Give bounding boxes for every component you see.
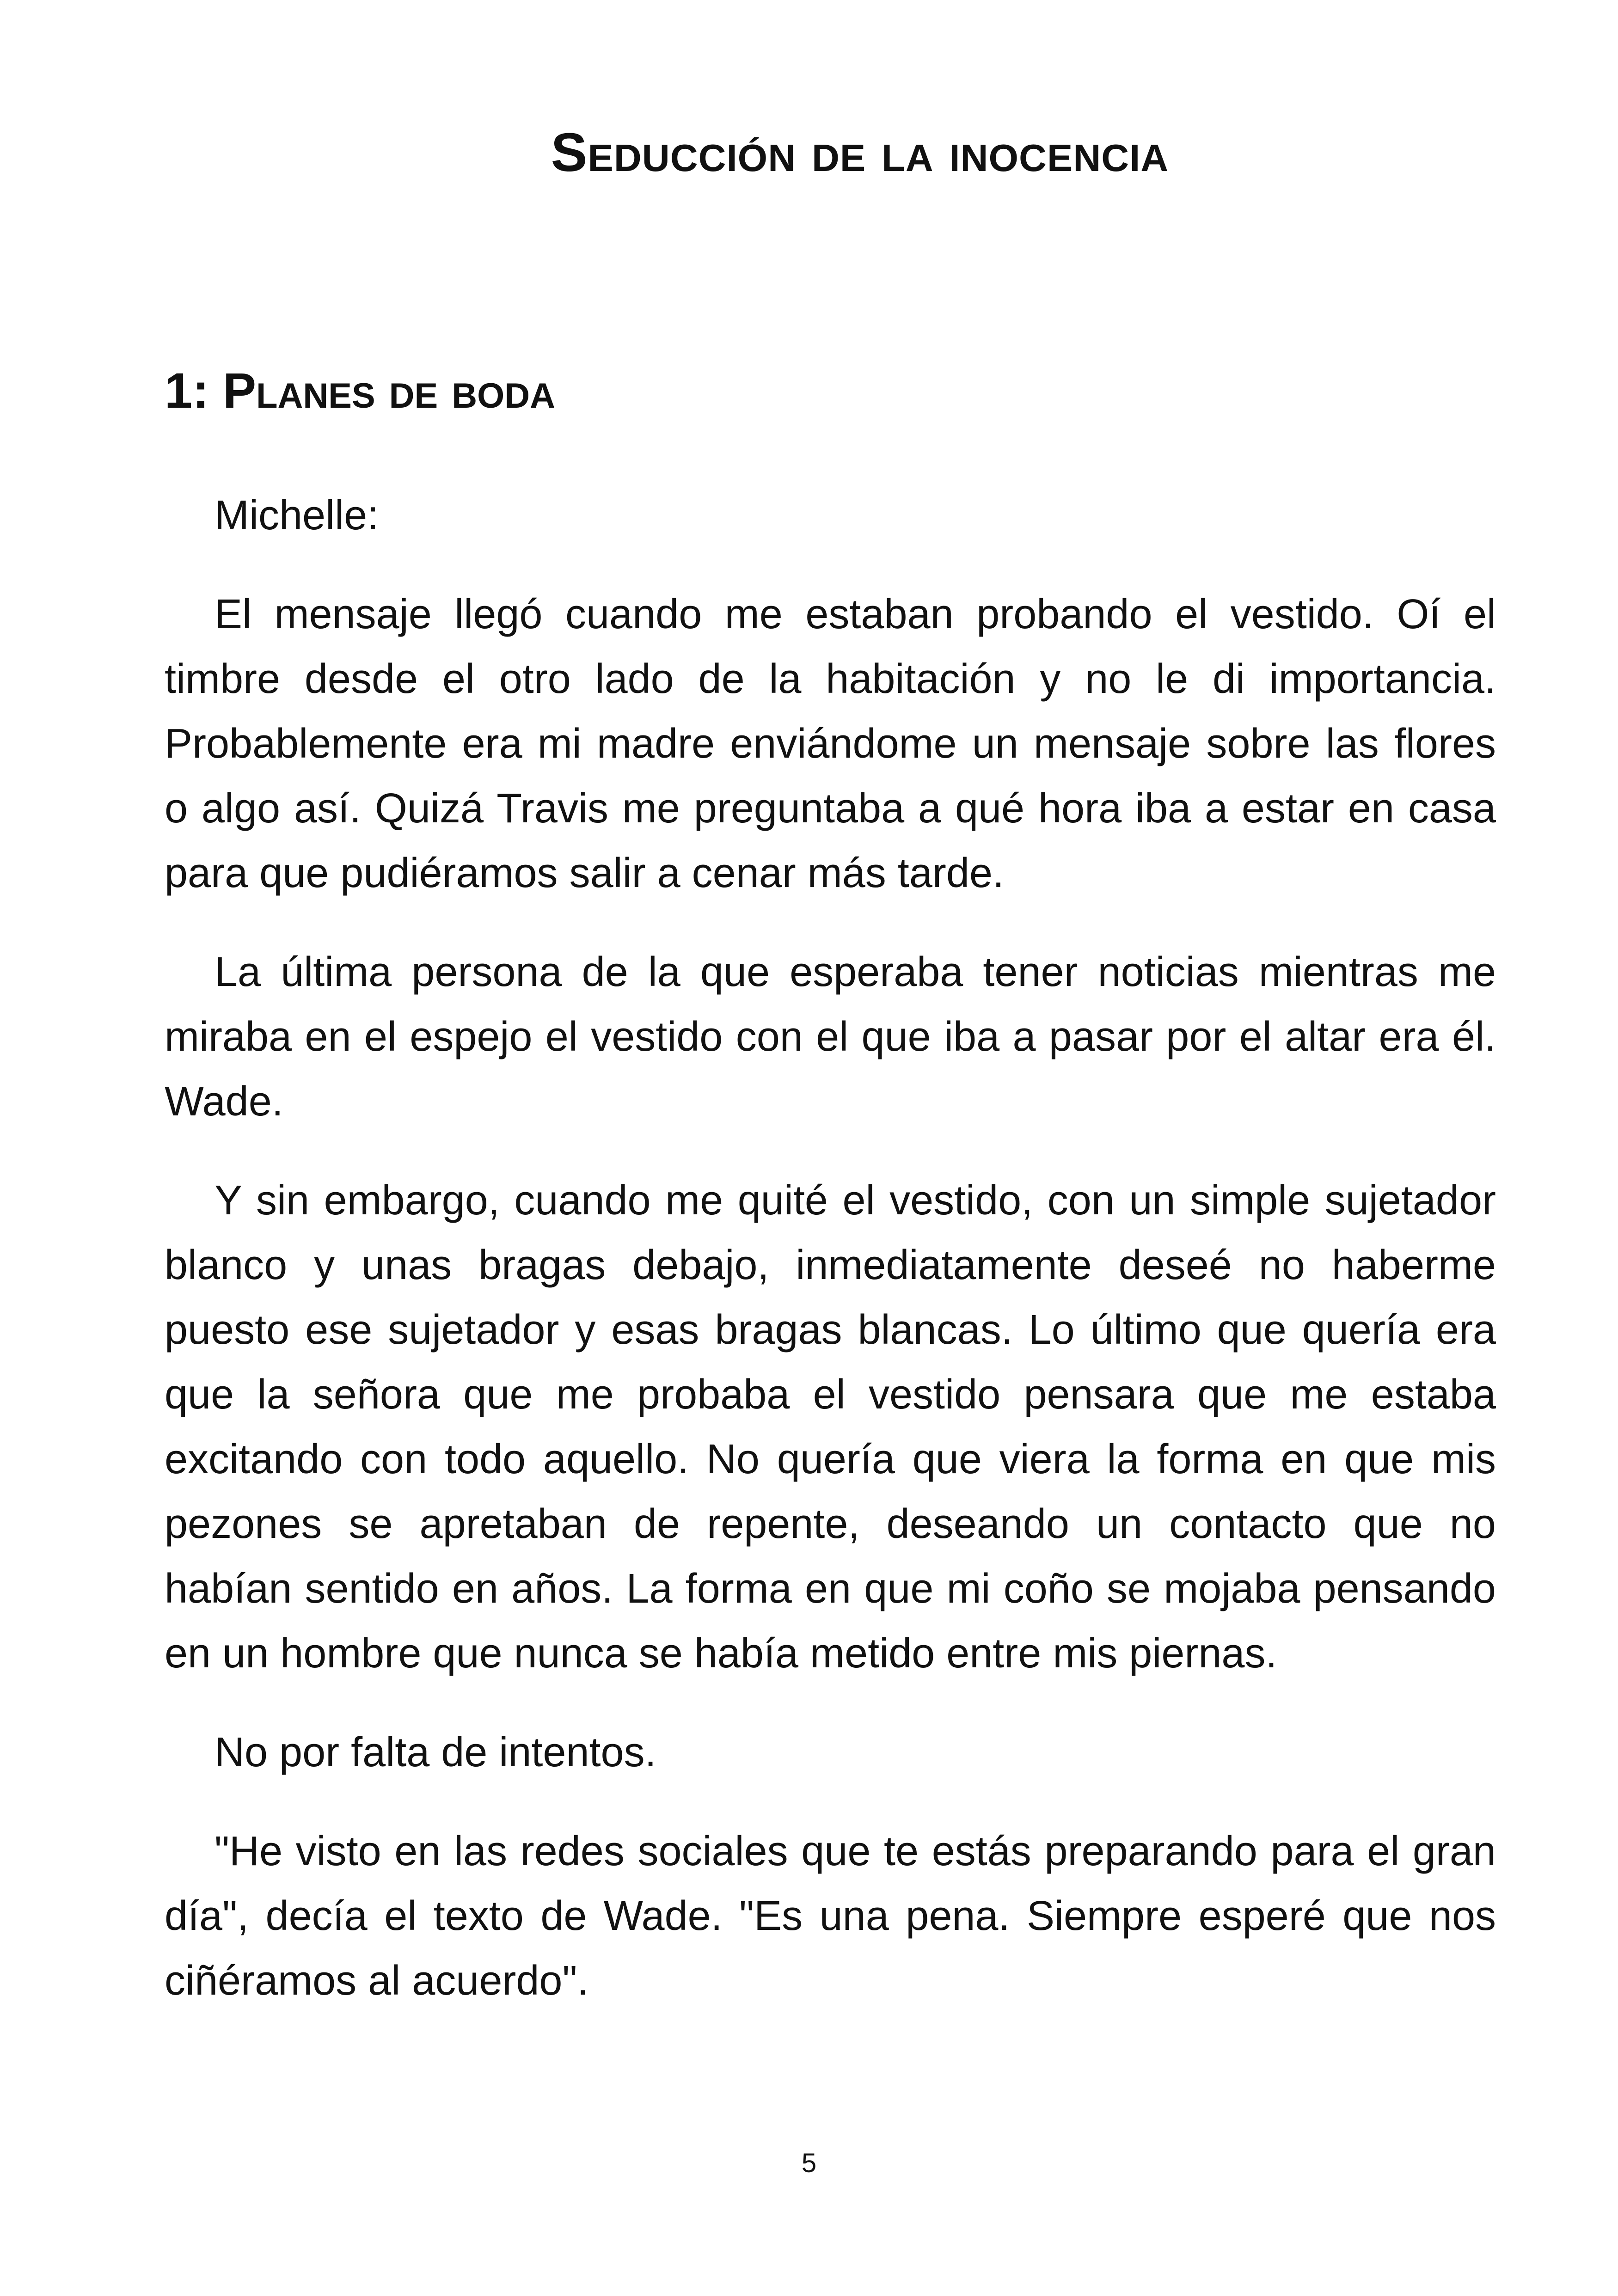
paragraph: "He visto en las redes sociales que te estás preparando para el gran día", decía el texto de Wade. "Es una pena. Siempre esperé que nos ciñéramos al acuerdo".: [165, 1828, 1496, 2004]
book-title: Seducción de la inocencia: [551, 122, 1169, 183]
paragraph: La última persona de la que esperaba tener noticias mientras me miraba en el espejo el vestido con el que iba a pasar por el altar era él. Wade.: [165, 949, 1496, 1125]
paragraph: Y sin embargo, cuando me quité el vestido, con un simple sujetador blanco y unas bragas debajo, inmediatamente deseé no haberme puesto ese sujetador y esas bragas blancas. Lo último que quería era que la señora que me probaba el vestido pensara que me estaba excitando con todo aquello. No quería que viera la forma en que mis pezones se apretaban de repente, deseando un contacto que no habían sentido en años. La forma en que mi coño se mojaba pensando en un hombre que nunca se había metido entre mis piernas.: [165, 1177, 1496, 1677]
chapter-body: [165, 483, 1496, 2047]
paragraph: No por falta de intentos.: [215, 1729, 656, 1776]
paragraph: El mensaje llegó cuando me estaban probando el vestido. Oí el timbre desde el otro lado de la habitación y no le di importancia. Probablemente era mi madre enviándome un mensaje sobre las flores o algo así. Quizá Travis me preguntaba a qué hora iba a estar en casa para que pudiéramos salir a cenar más tarde.: [165, 591, 1496, 896]
page-number: 5: [801, 2148, 817, 2178]
paragraph: Michelle:: [215, 492, 379, 539]
chapter-title: 1: Planes de boda: [165, 362, 556, 418]
